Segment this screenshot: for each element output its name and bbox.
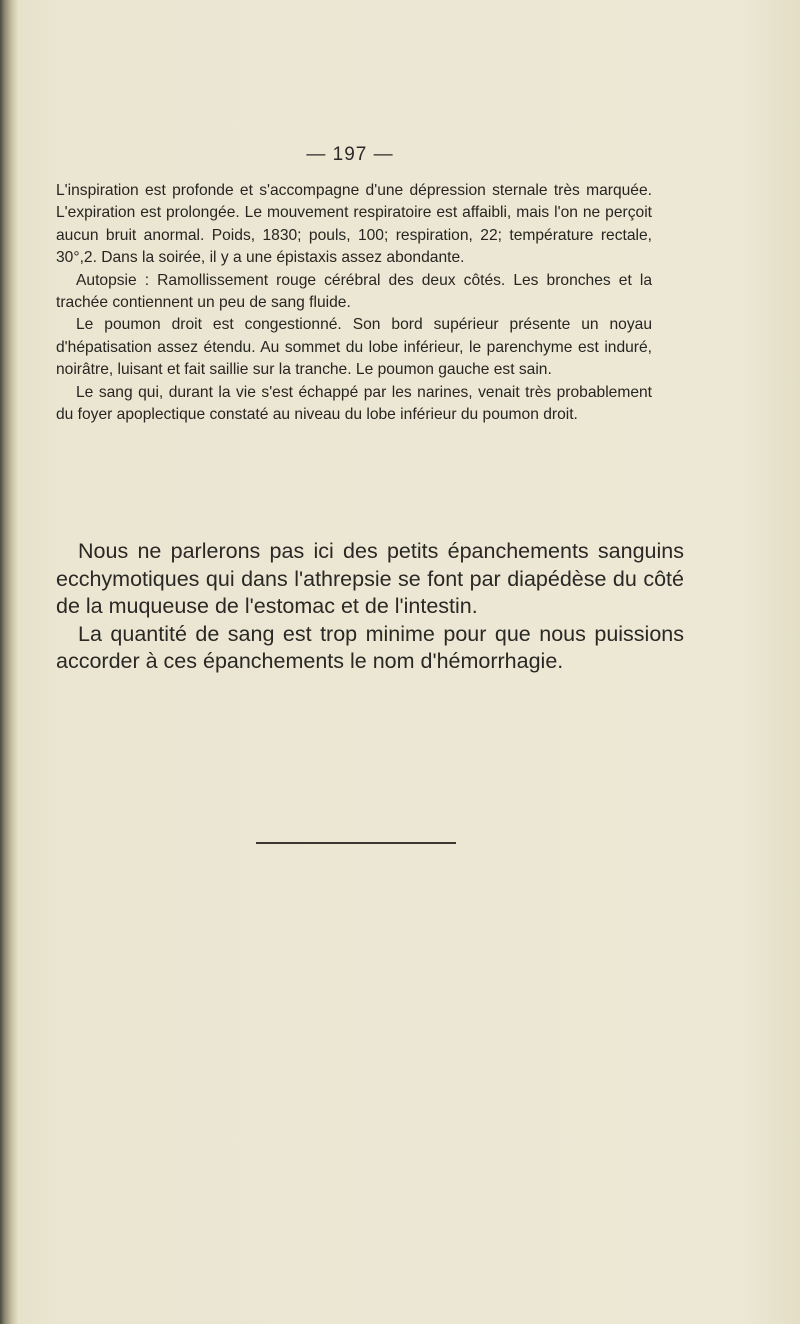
case-notes-paragraph: Le sang qui, durant la vie s'est échappé par les narines, venait très probablement du foyer apoplectique constaté au niveau du lobe inférieur du poumon droit. <box>56 383 652 424</box>
case-notes-paragraph: L'inspiration est profonde et s'accompagne d'une dépression sternale très marquée. L'expiration est prolongée. Le mouvement respiratoire est affaibli, mais l'on ne perçoit aucun bruit anormal. Poids, 1830; pouls, 100; respiration, 22; température rectale, 30°,2. Dans la soirée, il y a une épistaxis assez abondante. <box>56 182 652 267</box>
case-notes-paragraph: Autopsie : Ramollissement rouge cérébral des deux côtés. Les bronches et la trachée contiennent un peu de sang fluide. <box>56 271 652 312</box>
page-binding-edge <box>0 0 18 1324</box>
case-notes <box>56 180 652 426</box>
case-notes-paragraph: Le poumon droit est congestionné. Son bord supérieur présente un noyau d'hépatisation assez étendu. Au sommet du lobe inférieur, le parenchyme est induré, noirâtre, luisant et fait saillie sur la tranche. Le poumon gauche est sain. <box>56 316 652 379</box>
main-text-paragraph: La quantité de sang est trop minime pour que nous puissions accorder à ces épanchements le nom d'hémorrhagie. <box>56 621 684 673</box>
page-number: — 197 — <box>306 144 394 165</box>
main-text-paragraph: Nous ne parlerons pas ici des petits épanchements sanguins ecchymotiques qui dans l'athrepsie se font par diapédèse du côté de la muqueuse de l'estomac et de l'intestin. <box>56 539 684 618</box>
main-text <box>56 538 684 676</box>
section-end-rule <box>256 842 456 844</box>
